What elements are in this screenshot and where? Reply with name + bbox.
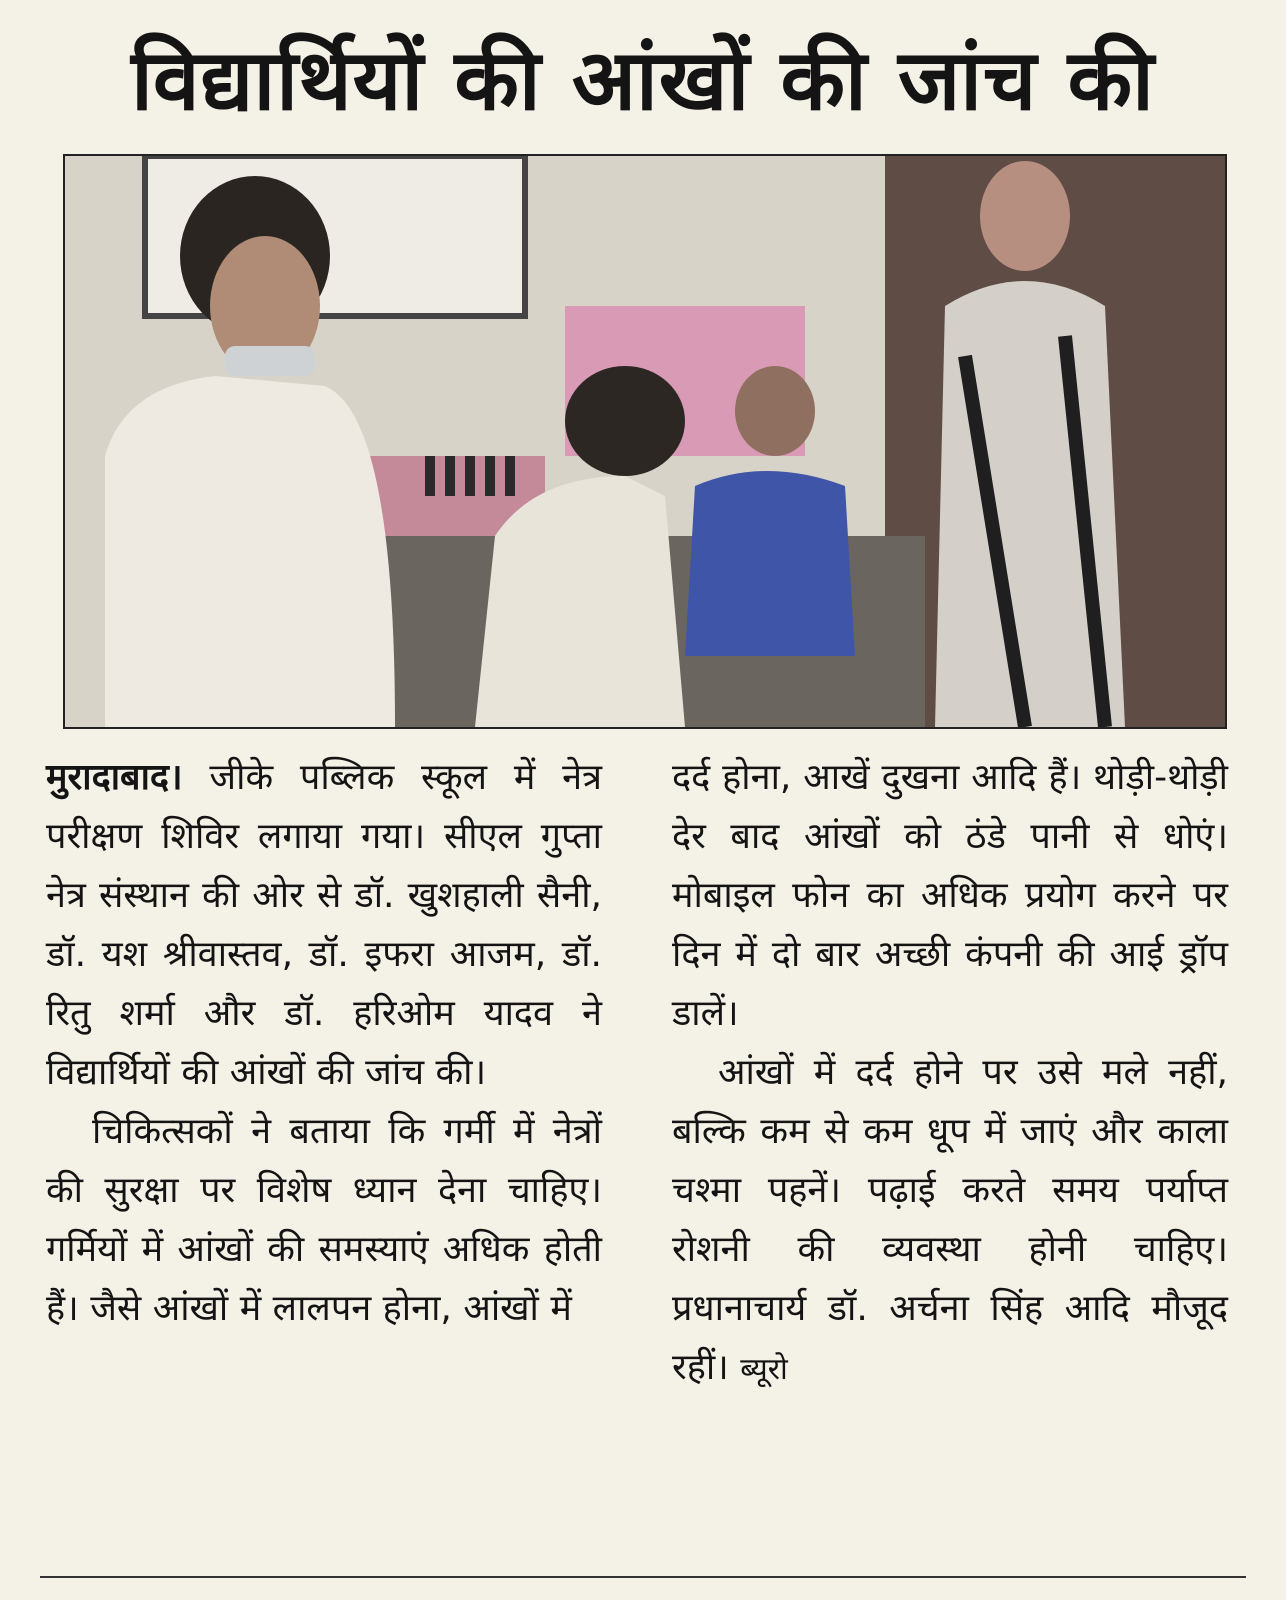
byline: ब्यूरो [740,1352,788,1387]
dateline: मुरादाबाद। [46,757,183,798]
photo-illustration [65,156,1225,727]
paragraph-2: चिकित्सकों ने बताया कि गर्मी में नेत्रों की सुरक्षा पर विशेष ध्यान देना चाहिए। गर्मियों में आंखों की समस्याएं अधिक होती हैं। जैसे आंखों में लालपन होना, आंखों में [46,1111,602,1329]
headline: विद्यार्थियों की आंखों की जांच की [131,31,1155,129]
column-right [672,748,1228,1399]
news-photo [63,154,1227,729]
paragraph-1-text: जीके पब्लिक स्कूल में नेत्र परीक्षण शिविर लगाया गया। सीएल गुप्ता नेत्र संस्थान की ओर से डॉ. खुशहाली सैनी, डॉ. यश श्रीवास्तव, डॉ. इफरा आजम, डॉ. रितु शर्मा और डॉ. हरिओम यादव ने विद्यार्थियों की आंखों की जांच की। [46,757,602,1093]
paragraph-3: दर्द होना, आखें दुखना आदि हैं। थोड़ी-थोड़ी देर बाद आंखों को ठंडे पानी से धोएं। मोबाइल फोन का अधिक प्रयोग करने पर दिन में दो बार अच्छी कंपनी की आई ड्रॉप डालें। [672,757,1228,1034]
paragraph-4 [672,1043,1228,1399]
column-left [46,748,602,1338]
paragraph-4-text: आंखों में दर्द होने पर उसे मले नहीं, बल्कि कम से कम धूप में जाएं और काला चश्मा पहनें। पढ़ाई करते समय पर्याप्त रोशनी की व्यवस्था होनी चाहिए। प्रधानाचार्य डॉ. अर्चना सिंह आदि मौजूद रहीं। [672,1052,1228,1388]
bottom-rule [40,1576,1246,1578]
paragraph-1 [46,748,602,1102]
